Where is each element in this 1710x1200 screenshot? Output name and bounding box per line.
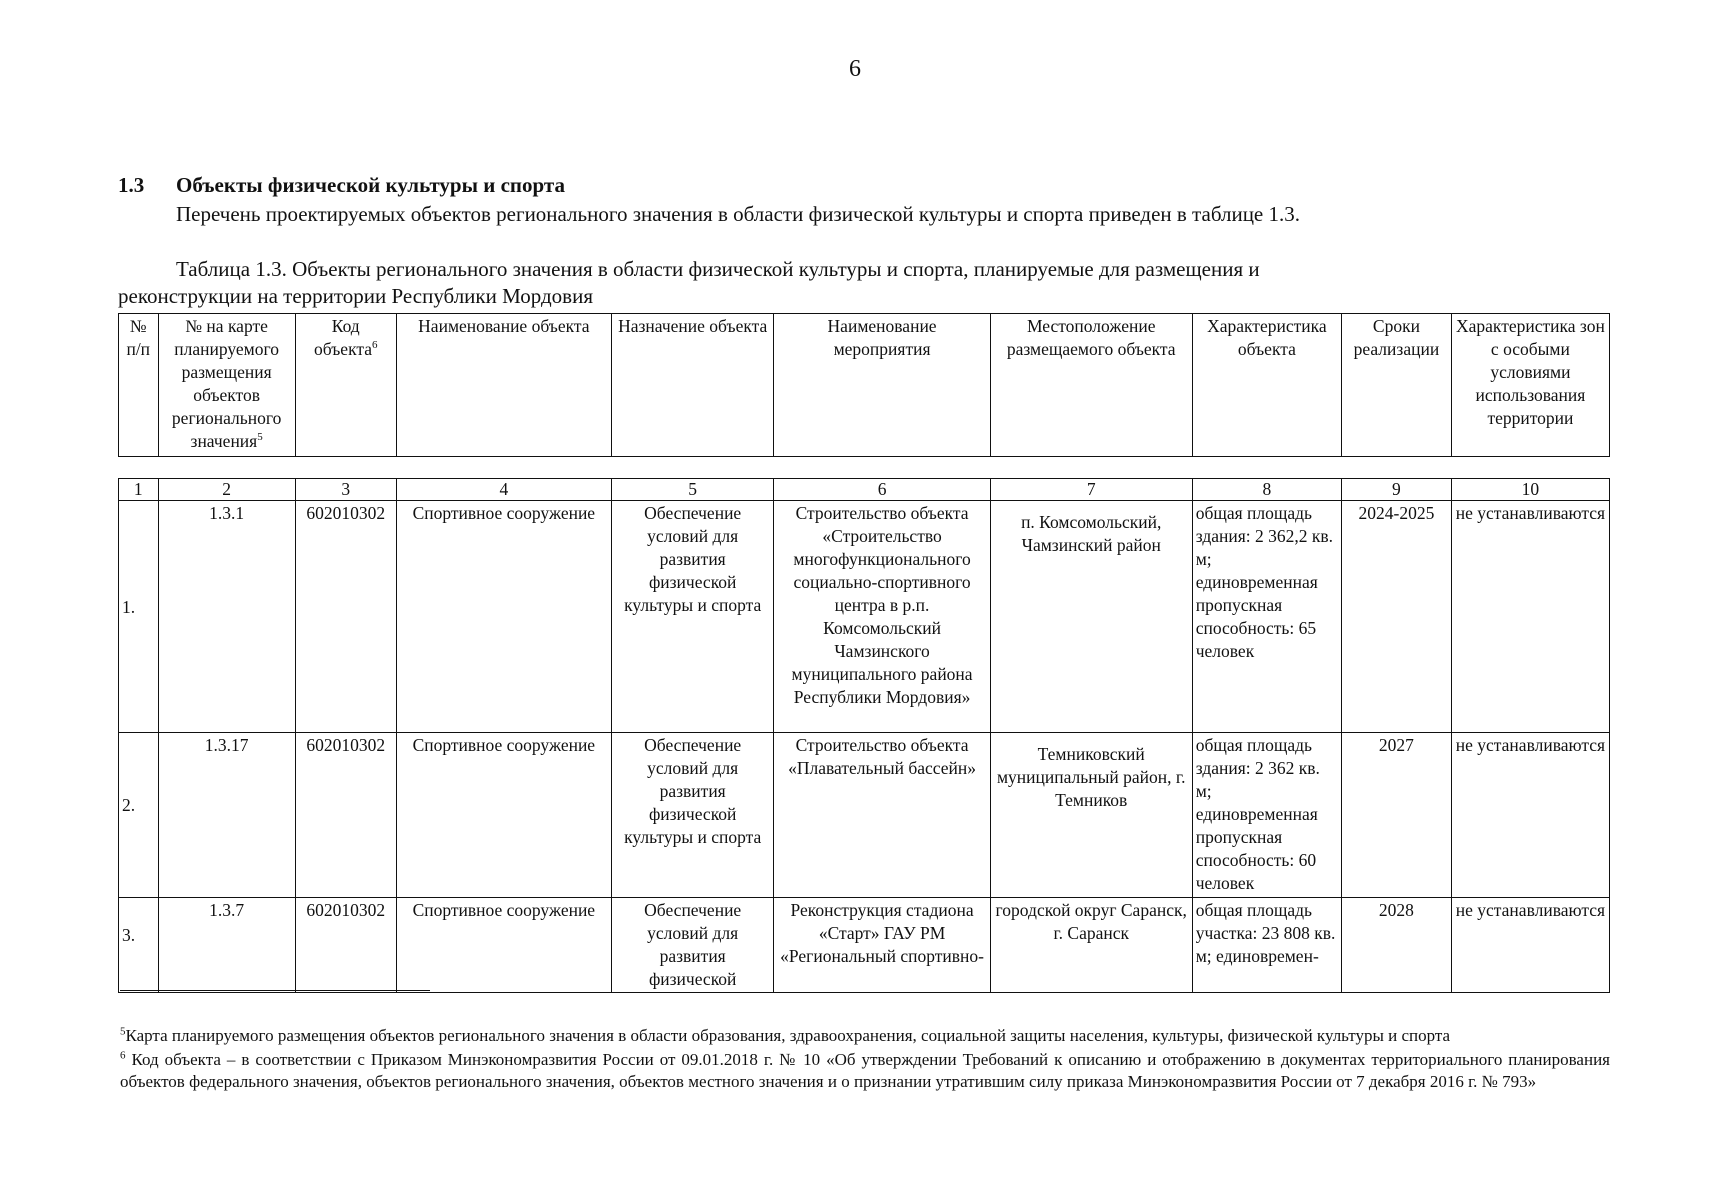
table-caption-line-1: Таблица 1.3. Объекты регионального значения в области физической культуры и спорта, планируемые для размещения и	[176, 257, 1260, 281]
header-map-number-label: № на карте планируемого размещения объектов регионального значения	[171, 316, 282, 451]
header-purpose: Назначение объекта	[611, 314, 773, 457]
zones-characteristics: не устанавливаются	[1451, 898, 1609, 993]
header-characteristics: Характеристика объекта	[1192, 314, 1341, 457]
measure-name: Реконструкция стадиона «Старт» ГАУ РМ «Региональный спортивно-	[774, 898, 990, 993]
object-name: Спортивное сооружение	[396, 898, 611, 993]
measure-name: Строительство объекта «Строительство многофункционального социально-спортивного центра в р.п. Комсомольский Чамзинского муниципального района Республики Мордовия»	[774, 501, 990, 733]
column-number: 7	[990, 479, 1192, 501]
section-title: Объекты физической культуры и спорта	[176, 173, 565, 197]
header-measure: Наименование мероприятия	[774, 314, 990, 457]
table-body	[118, 478, 1610, 993]
object-purpose: Обеспечение условий для развития физической культуры и спорта	[611, 501, 773, 733]
page-number: 6	[849, 56, 861, 82]
column-number: 9	[1342, 479, 1452, 501]
implementation-period: 2028	[1342, 898, 1452, 993]
object-location: Темниковский муниципальный район, г. Темников	[990, 733, 1192, 898]
column-number: 10	[1451, 479, 1609, 501]
object-characteristics: общая площадь здания: 2 362 кв. м; единовременная пропускная способность: 60 человек	[1192, 733, 1341, 898]
object-characteristics: общая площадь участка: 23 808 кв. м; единовремен-	[1192, 898, 1341, 993]
implementation-period: 2024-2025	[1342, 501, 1452, 733]
zones-characteristics: не устанавливаются	[1451, 501, 1609, 733]
row-number: 1.	[119, 501, 159, 733]
object-characteristics: общая площадь здания: 2 362,2 кв. м; единовременная пропускная способность: 65 человек	[1192, 501, 1341, 733]
header-period: Сроки реализации	[1342, 314, 1452, 457]
map-number: 1.3.17	[158, 733, 295, 898]
header-object-code-label: Код объекта	[314, 316, 372, 359]
table-caption-line-2: реконструкции на территории Республики Мордовия	[118, 284, 593, 308]
object-purpose: Обеспечение условий для развития физической	[611, 898, 773, 993]
footnote-ref-5: 5	[257, 431, 263, 444]
map-number: 1.3.1	[158, 501, 295, 733]
object-name: Спортивное сооружение	[396, 501, 611, 733]
column-number: 4	[396, 479, 611, 501]
column-number: 1	[119, 479, 159, 501]
header-object-code	[295, 314, 396, 457]
object-code: 602010302	[295, 898, 396, 993]
section	[118, 173, 1598, 227]
footnote-6	[120, 1049, 1610, 1093]
section-intro: Перечень проектируемых объектов регионального значения в области физической культуры и спорта приведен в таблице 1.3.	[176, 202, 1301, 226]
row-number: 3.	[119, 898, 159, 993]
header-object-name: Наименование объекта	[396, 314, 611, 457]
column-number: 6	[774, 479, 990, 501]
object-location: городской округ Саранск, г. Саранск	[990, 898, 1192, 993]
table-header	[118, 313, 1610, 457]
section-number: 1.3	[118, 173, 145, 197]
header-map-number	[158, 314, 295, 457]
zones-characteristics: не устанавливаются	[1451, 733, 1609, 898]
footnote-ref-6: 6	[371, 339, 378, 352]
table-row	[119, 733, 1610, 898]
object-location: п. Комсомольский, Чамзинский район	[990, 501, 1192, 733]
column-number: 2	[158, 479, 295, 501]
footnote-text: Код объекта – в соответствии с Приказом Минэкономразвития России от 09.01.2018 г. № 10 «Об утверждении Требований к описанию и отображению в документах территориального планирования объектов федерального значения, объектов регионального значения, объектов местного значения и о признании утратившим силу приказа Минэкономразвития России от 7 декабря 2016 г. № 793»	[120, 1050, 1610, 1091]
table-row	[119, 501, 1610, 733]
footnote-mark: 5	[120, 1025, 126, 1038]
column-number-row	[119, 479, 1610, 501]
column-number: 8	[1192, 479, 1341, 501]
column-number: 3	[295, 479, 396, 501]
object-code: 602010302	[295, 501, 396, 733]
column-number: 5	[611, 479, 773, 501]
header-location: Местоположение размещаемого объекта	[990, 314, 1192, 457]
footnote-divider	[120, 990, 430, 991]
object-code: 602010302	[295, 733, 396, 898]
footnote-text: Карта планируемого размещения объектов регионального значения в области образования, здравоохранения, социальной защиты населения, культуры, физической культуры и спорта	[125, 1026, 1451, 1045]
object-purpose: Обеспечение условий для развития физической культуры и спорта	[611, 733, 773, 898]
map-number: 1.3.7	[158, 898, 295, 993]
footnote-mark: 6	[120, 1049, 126, 1062]
footnote-5	[120, 1025, 1610, 1047]
table-row	[119, 898, 1610, 993]
header-row-number: № п/п	[119, 314, 159, 457]
section-heading	[118, 173, 1598, 198]
measure-name: Строительство объекта «Плавательный бассейн»	[774, 733, 990, 898]
header-zones: Характеристика зон с особыми условиями использования территории	[1451, 314, 1609, 457]
table-caption	[118, 256, 1610, 310]
implementation-period: 2027	[1342, 733, 1452, 898]
footnotes	[120, 1025, 1610, 1095]
row-number: 2.	[119, 733, 159, 898]
object-name: Спортивное сооружение	[396, 733, 611, 898]
